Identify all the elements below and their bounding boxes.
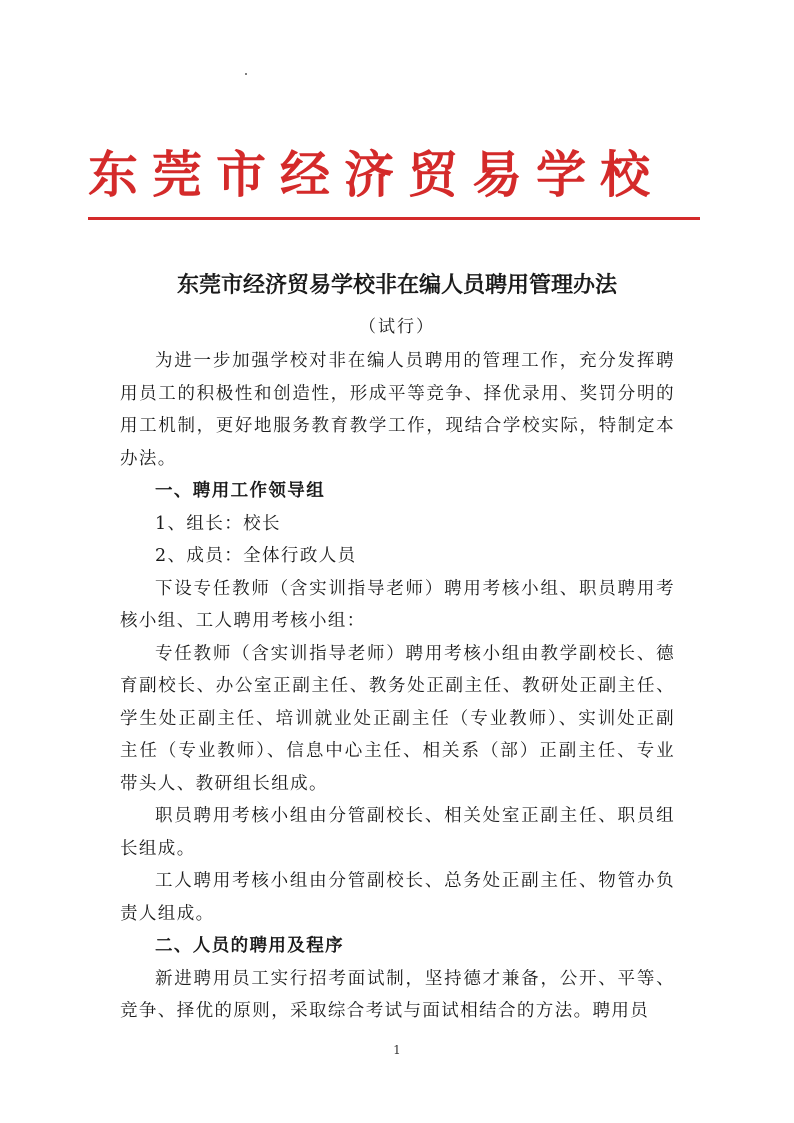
- section-heading-leadership: 一、聘用工作领导组: [155, 481, 326, 501]
- worker-group-paragraph: 工人聘用考核小组由分管副校长、总务处正副主任、物管办负责人组成。: [120, 871, 675, 924]
- letterhead-org-name: 东莞市经济贸易学校: [88, 146, 664, 204]
- document-body: [120, 345, 675, 1028]
- section-heading-recruitment: 二、人员的聘用及程序: [155, 936, 344, 956]
- scan-speck: [245, 73, 247, 75]
- teacher-group-paragraph: 专任教师（含实训指导老师）聘用考核小组由教学副校长、德育副校长、办公室正副主任、教务处正副主任、教研处正副主任、学生处正副主任、培训就业处正副主任（专业教师）、实训处正副主任（专业教师）、信息中心主任、相关系（部）正副主任、专业带头人、教研组长组成。: [120, 643, 675, 794]
- subgroups-paragraph: 下设专任教师（含实训指导老师）聘用考核小组、职员聘用考核小组、工人聘用考核小组：: [120, 578, 675, 631]
- recruitment-paragraph: 新进聘用员工实行招考面试制，坚持德才兼备，公开、平等、竞争、择优的原则，采取综合考试与面试相结合的方法。聘用员: [120, 968, 675, 1021]
- letterhead-red-rule: [88, 217, 700, 220]
- document-subtitle: （试行）: [359, 317, 435, 337]
- document-title: 东莞市经济贸易学校非在编人员聘用管理办法: [176, 272, 617, 298]
- intro-paragraph: 为进一步加强学校对非在编人员聘用的管理工作，充分发挥聘用员工的积极性和创造性，形成平等竞争、择优录用、奖罚分明的用工机制，更好地服务教育教学工作，现结合学校实际，特制定本办法。: [120, 351, 675, 469]
- list-item-members: 2、成员：全体行政人员: [155, 546, 357, 566]
- page-number: 1: [393, 1043, 401, 1057]
- staff-group-paragraph: 职员聘用考核小组由分管副校长、相关处室正副主任、职员组长组成。: [120, 806, 675, 859]
- list-item-leader: 1、组长：校长: [155, 513, 281, 534]
